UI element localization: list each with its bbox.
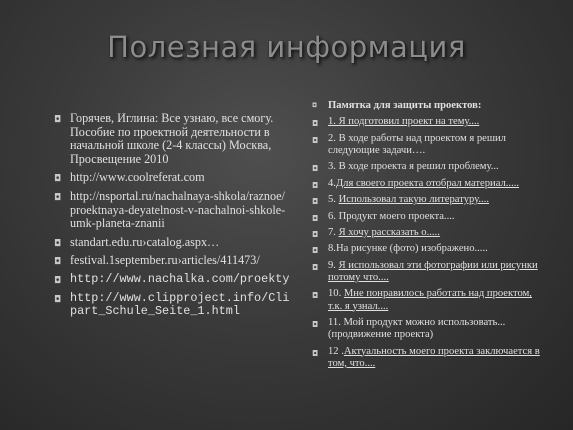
resource-link[interactable]: festival.1september.ru›articles/411473/ — [70, 253, 260, 268]
resource-item — [54, 190, 290, 231]
resource-item — [54, 292, 290, 319]
bullet-icon: ◘ — [312, 213, 319, 223]
bullet-icon: ◘ — [312, 229, 319, 239]
slide-title: Полезная информация — [107, 30, 466, 64]
bullet-icon: ◘ — [312, 291, 319, 301]
bullet-icon: ◘ — [54, 115, 62, 125]
memo-item: ◘ 8.На рисунке (фото) изображено..... — [312, 243, 542, 255]
bullet-icon: ◘ — [54, 275, 62, 286]
bullet-icon: ◘ — [312, 319, 319, 329]
resource-item — [54, 171, 290, 185]
memo-item: ◘ 2. В ходе работы над проектом я решил следующие задачи…. — [312, 132, 506, 156]
resource-link[interactable]: http://nsportal.ru/nachalnaya-shkola/raznoe/proektnaya-deyatelnost-v-nachalnoi-shkole-umk-planeta-znanii — [70, 188, 286, 231]
bullet-icon: ◘ — [54, 174, 62, 185]
bullet-icon: ◘ — [312, 348, 319, 358]
memo-item: ◘ 1. Я подготовил проект на тему.... — [312, 116, 542, 128]
memo-item: ◘ 7. Я хочу рассказать о..... — [312, 227, 542, 239]
resource-link[interactable]: http://www.nachalka.com/proekty — [70, 271, 290, 286]
memo-item: ◘ 6. Продукт моего проекта.... — [312, 211, 542, 223]
resource-item — [54, 254, 290, 268]
memo-item: ◘ 9. Я использовал эти фотографии или рисунки потому что.... — [312, 259, 538, 283]
bullet-icon: ◘ — [312, 102, 318, 109]
bullet-icon: ◘ — [54, 192, 62, 203]
resource-link[interactable]: http://www.coolreferat.com — [70, 170, 205, 185]
memo-item: ◘ 4.Для своего проекта отобрал материал..... — [312, 178, 542, 190]
memo-item: ◘ 12 .Актуальность моего проекта заключается в том, что.... — [312, 345, 540, 369]
resources-list — [54, 112, 290, 324]
resource-link[interactable]: http://www.clipproject.info/Clipart_Schule_Seite_1.html — [70, 290, 290, 319]
bullet-icon: ◘ — [312, 135, 319, 145]
bullet-icon: ◘ — [312, 164, 319, 174]
memo-item: ◘ 3. В ходе проекта я решил проблему... — [312, 161, 542, 173]
memo-item: ◘ 11. Мой продукт можно использовать...(продвижение проекта) — [312, 316, 506, 341]
resource-link[interactable]: standart.edu.ru›catalog.aspx… — [70, 234, 220, 249]
bullet-icon: ◘ — [312, 119, 319, 129]
bullet-icon: ◘ — [54, 294, 62, 305]
bullet-icon: ◘ — [312, 246, 319, 256]
resource-item — [54, 112, 290, 166]
memo-heading: ◘ Памятка для защиты проектов: — [312, 100, 482, 111]
resource-text: Горячев, Иглина: Все узнаю, все смогу. Пособие по проектной деятельности в начальной школе (2-4 классы) Москва, Просвещение 2010 — [70, 111, 274, 166]
bullet-icon: ◘ — [312, 197, 319, 207]
memo-item: ◘ 10. Мне понравилось работать над проектом, т.к. я узнал.... — [312, 288, 532, 312]
memo-item: ◘ 5. Использовал такую литературу.... — [312, 194, 542, 206]
resource-item — [54, 273, 290, 287]
resource-item — [54, 236, 290, 250]
bullet-icon: ◘ — [312, 262, 319, 272]
bullet-icon: ◘ — [312, 180, 319, 190]
memo-list — [312, 100, 542, 374]
bullet-icon: ◘ — [54, 238, 62, 249]
bullet-icon: ◘ — [54, 257, 62, 268]
